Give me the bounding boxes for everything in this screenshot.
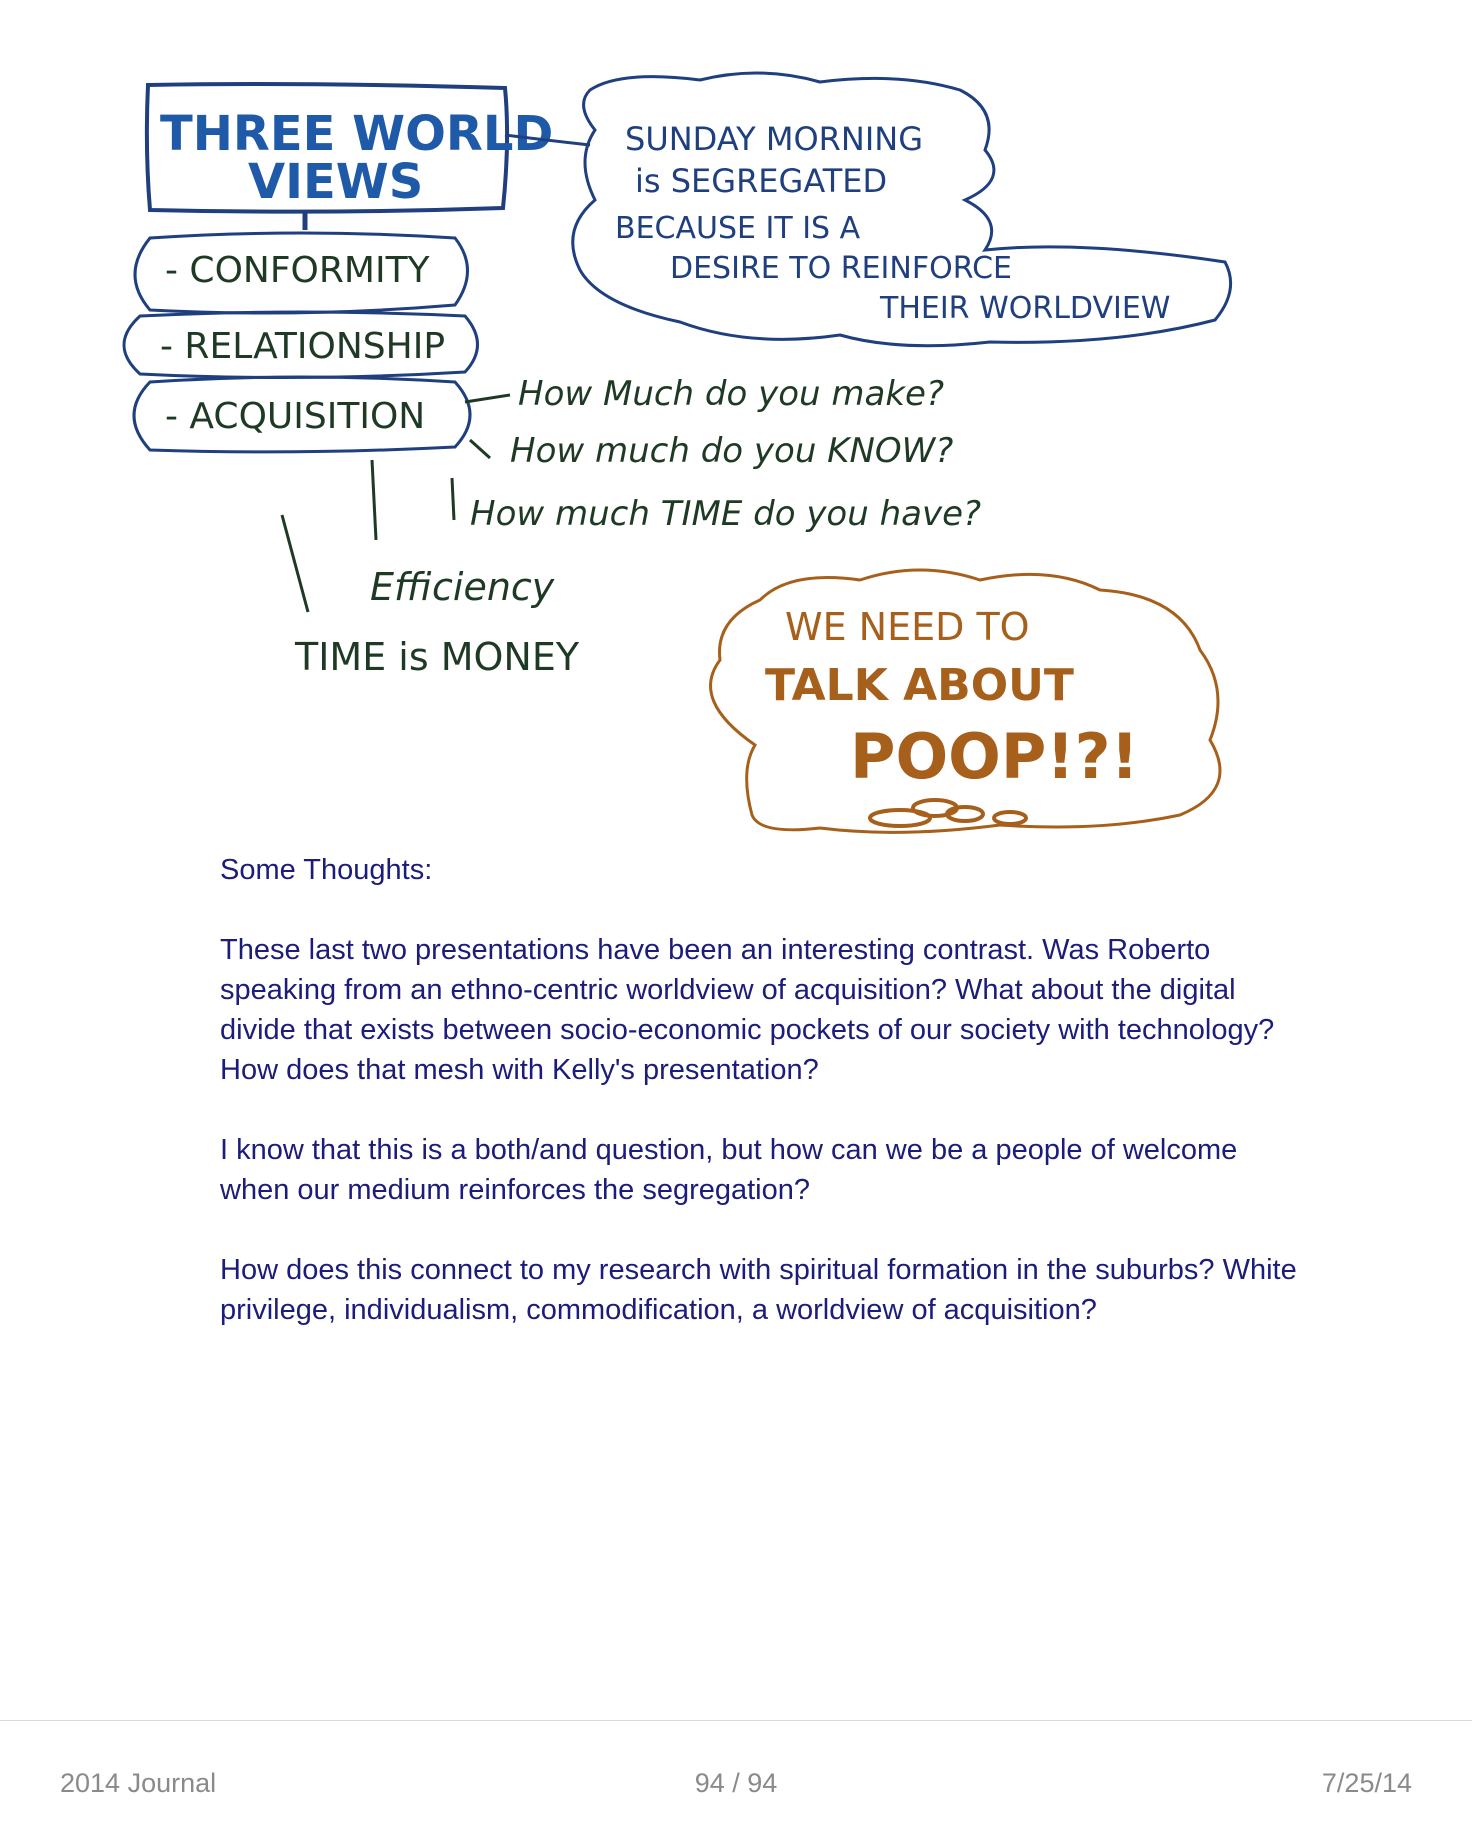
cloud-line-5: THEIR WORLDVIEW [880,291,1171,326]
view-conformity: - CONFORMITY [165,250,430,291]
time-is-money-label: TIME is MONEY [295,635,580,679]
hand-drawn-sketch [0,0,1472,860]
cloud-line-1: SUNDAY MORNING [625,120,924,158]
efficiency-label: Efficiency [370,565,555,609]
view-acquisition: - ACQUISITION [165,396,426,437]
notes-paragraph-2: I know that this is a both/and question, but how can we be a people of welcome when our medium reinforces the segregation? [220,1134,1238,1206]
cloud-line-2: is SEGREGATED [635,162,888,200]
poop-pile-icon [870,800,1026,826]
footer-journal-title: 2014 Journal [60,1768,217,1798]
footer-date: 7/25/14 [1321,1768,1412,1798]
view-relationship: - RELATIONSHIP [160,326,446,367]
question-know: How much do you KNOW? [510,431,954,471]
poop-line-1: WE NEED TO [785,605,1030,649]
cloud-line-4: DESIRE TO REINFORCE [670,251,1012,286]
poop-line-3: POOP!?! [850,720,1139,793]
question-make: How Much do you make? [518,374,944,414]
question-time: How much TIME do you have? [470,494,982,534]
title-line-1: THREE WORLD [160,106,554,162]
notes-text [220,850,1300,1370]
notes-paragraph-1: These last two presentations have been an interesting contrast. Was Roberto speaking from an ethno-centric worldview of acquisition? What about the digital divide that exists between socio-economic pockets of our society with technology? How does that mesh with Kelly's presentation? [220,934,1275,1086]
poop-line-2: TALK ABOUT [765,660,1074,711]
notes-paragraph-3: How does this connect to my research with spiritual formation in the suburbs? White privilege, individualism, commodification, a worldview of acquisition? [220,1254,1297,1326]
title-line-2: VIEWS [248,154,424,210]
notes-heading: Some Thoughts: [220,854,433,886]
footer-page-number: 94 / 94 [694,1768,778,1798]
footer-divider [0,1720,1472,1721]
cloud-line-3: BECAUSE IT IS A [615,211,861,246]
